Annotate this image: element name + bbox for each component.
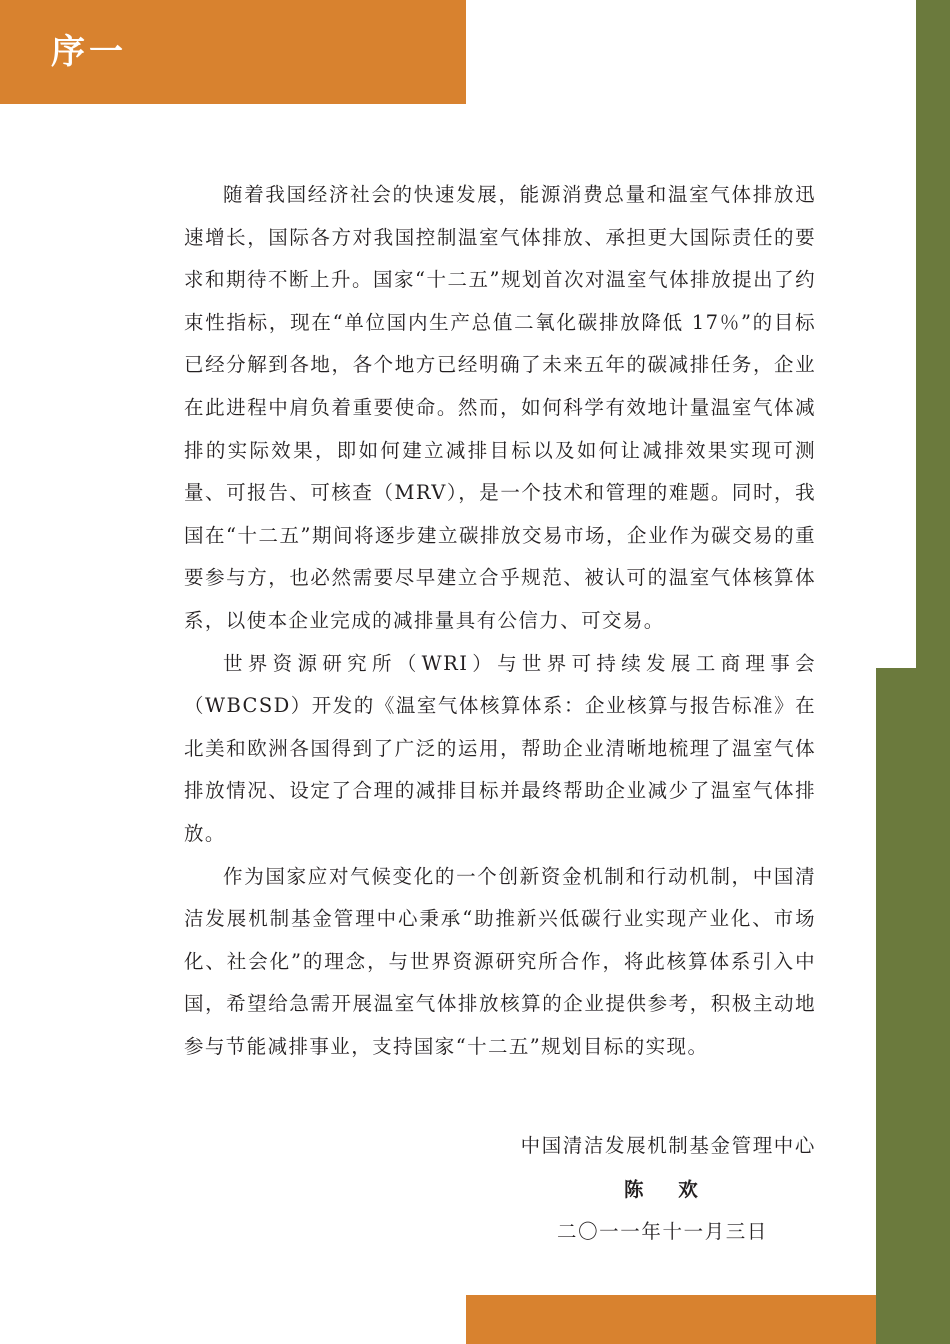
footer-decoration-band: [466, 1295, 876, 1344]
side-decoration-bar-top: [916, 0, 950, 668]
header-band: [0, 0, 466, 104]
side-decoration-bar-bottom: [876, 668, 950, 1344]
paragraph-3: 作为国家应对气候变化的一个创新资金机制和行动机制，中国清洁发展机制基金管理中心秉承“助推新兴低碳行业实现产业化、市场化、社会化”的理念，与世界资源研究所合作，将此核算体系引入中国，希望给急需开展温室气体排放核算的企业提供参考，积极主动地参与节能减排事业，支持国家“十二五”规划目标的实现。: [184, 864, 816, 1058]
paragraph-1: 随着我国经济社会的快速发展，能源消费总量和温室气体排放迅速增长，国际各方对我国控制温室气体排放、承担更大国际责任的要求和期待不断上升。国家“十二五”规划首次对温室气体排放提出了约束性指标，现在“单位国内生产总值二氧化碳排放降低 17％”的目标已经分解到各地，各个地方已经明确了未来五年的碳减排任务，企业在此进程中肩负着重要使命。然而，如何科学有效地计量温室气体减排的实际效果，即如何建立减排目标以及如何让减排效果实现可测量、可报告、可核查（MRV），是一个技术和管理的难题。同时，我国在“十二五”期间将逐步建立碳排放交易市场，企业作为碳交易的重要参与方，也必然需要尽早建立合乎规范、被认可的温室气体核算体系，以使本企业完成的减排量具有公信力、可交易。: [184, 183, 816, 632]
paragraph-2: 世界资源研究所（WRI）与世界可持续发展工商理事会（WBCSD）开发的《温室气体核算体系：企业核算与报告标准》在北美和欧洲各国得到了广泛的运用，帮助企业清晰地梳理了温室气体排放情况、设定了合理的减排目标并最终帮助企业减少了温室气体排放。: [184, 651, 816, 845]
signature-name: 陈 欢: [624, 1178, 712, 1201]
signature-organization: 中国清洁发展机制基金管理中心: [520, 1134, 816, 1157]
page-title: 序一: [51, 32, 127, 72]
signature-date: 二〇一一年十一月三日: [556, 1220, 768, 1243]
preface-body: [184, 174, 816, 1068]
